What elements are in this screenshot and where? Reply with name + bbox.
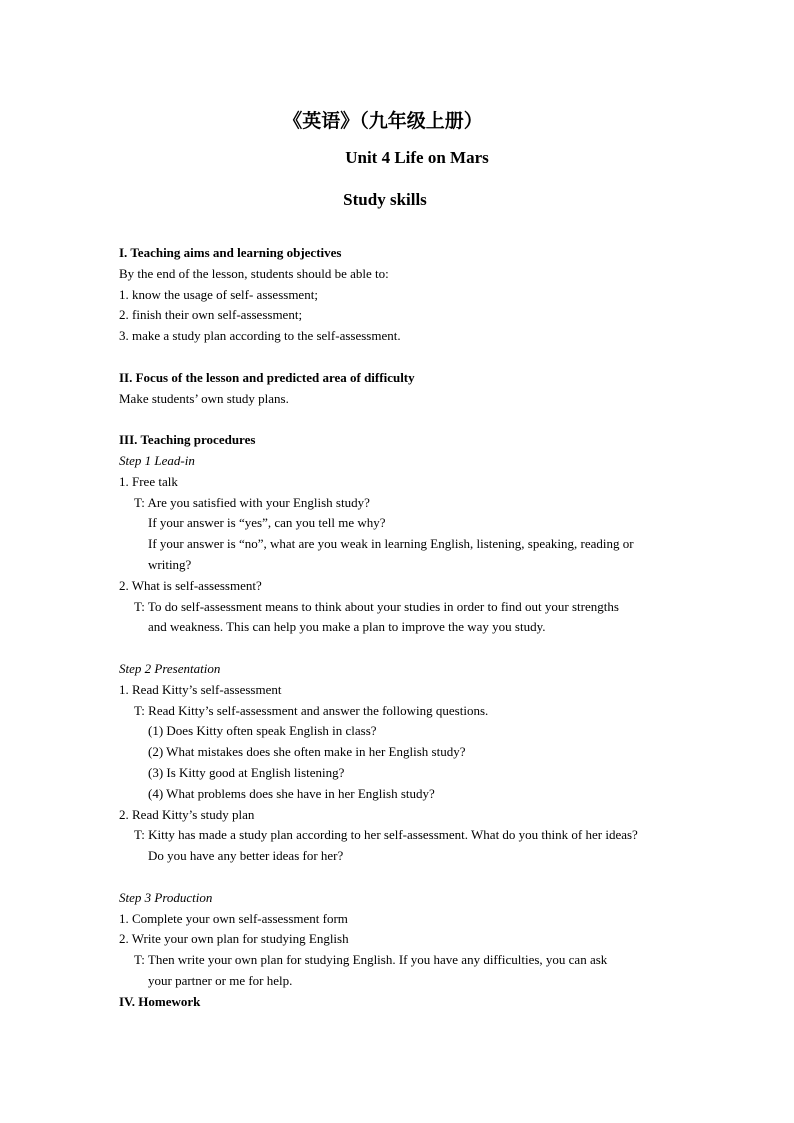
aims-heading: I. Teaching aims and learning objectives (119, 245, 342, 260)
step1-title: Step 1 Lead-in (119, 453, 195, 468)
procedures-heading: III. Teaching procedures (119, 432, 256, 447)
step2-question-4: (4) What problems does she have in her English study? (148, 786, 435, 801)
step2-question-3: (3) Is Kitty good at English listening? (148, 765, 345, 780)
unit-title: Unit 4 Life on Mars (345, 148, 489, 167)
focus-heading: II. Focus of the lesson and predicted area of difficulty (119, 370, 415, 385)
step2-item2: 2. Read Kitty’s study plan (119, 807, 255, 822)
step1-no-line: If your answer is “no”, what are you weak in learning English, listening, speaking, reading or (148, 536, 634, 551)
step2-question-2: (2) What mistakes does she often make in her English study? (148, 744, 466, 759)
step3-teacher-line-cont: your partner or me for help. (148, 973, 293, 988)
step1-item1: 1. Free talk (119, 474, 178, 489)
aims-intro: By the end of the lesson, students should be able to: (119, 266, 389, 281)
homework-heading: IV. Homework (119, 994, 201, 1009)
document-title: 《英语》（九年级上册） (283, 110, 483, 132)
step3-teacher-line: T: Then write your own plan for studying English. If you have any difficulties, you can ask (134, 952, 608, 967)
aims-item-3: 3. make a study plan according to the self-assessment. (119, 328, 401, 343)
lesson-title: Study skills (343, 190, 427, 209)
step2-teacher-line: T: Read Kitty’s self-assessment and answer the following questions. (134, 703, 489, 718)
step1-no-line-cont: writing? (148, 557, 192, 572)
step2-title: Step 2 Presentation (119, 661, 221, 676)
step1-definition: T: To do self-assessment means to think about your studies in order to find out your strengths (134, 599, 619, 614)
aims-item-2: 2. finish their own self-assessment; (119, 307, 303, 322)
step2-plan-line: T: Kitty has made a study plan according to her self-assessment. What do you think of her ideas? (134, 827, 638, 842)
step1-definition-cont: and weakness. This can help you make a plan to improve the way you study. (148, 619, 546, 634)
step2-plan-line-cont: Do you have any better ideas for her? (148, 848, 344, 863)
step3-title: Step 3 Production (119, 890, 213, 905)
focus-text: Make students’ own study plans. (119, 391, 289, 406)
aims-item-1: 1. know the usage of self- assessment; (119, 287, 318, 302)
step1-yes-line: If your answer is “yes”, can you tell me why? (148, 515, 386, 530)
step3-item1: 1. Complete your own self-assessment form (119, 911, 348, 926)
step2-item1: 1. Read Kitty’s self-assessment (119, 682, 282, 697)
step1-item2: 2. What is self-assessment? (119, 578, 262, 593)
step2-question-1: (1) Does Kitty often speak English in class? (148, 723, 377, 738)
step1-teacher-question: T: Are you satisfied with your English study? (134, 495, 370, 510)
step3-item2: 2. Write your own plan for studying English (119, 931, 349, 946)
